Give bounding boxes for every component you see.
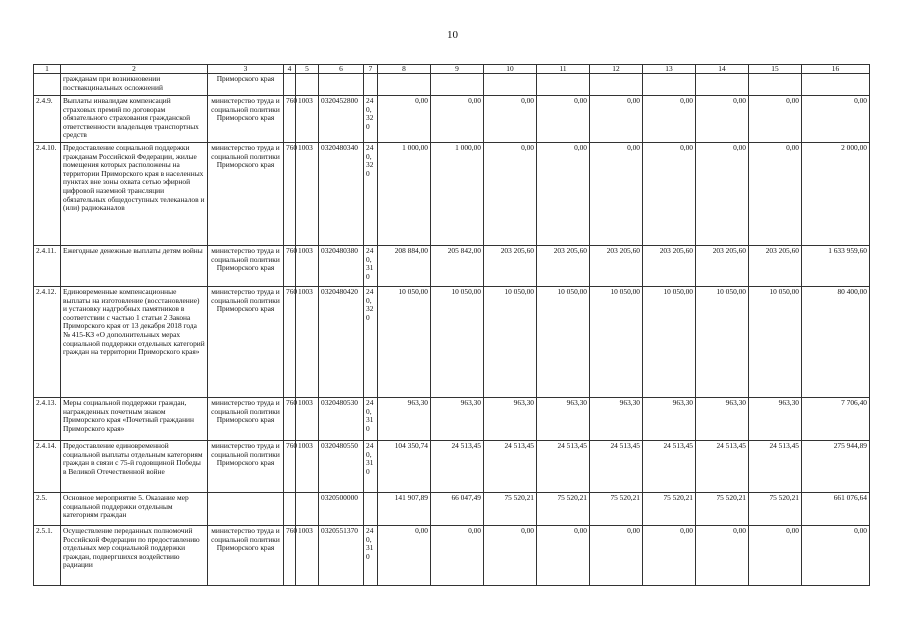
row-target-code: 0320480340 <box>319 143 364 246</box>
header-col-number: 6 <box>319 65 364 74</box>
row-year-amount: 0,00 <box>749 96 802 143</box>
row-year-amount: 24 513,45 <box>484 441 537 493</box>
row-year-amount: 0,00 <box>643 143 696 246</box>
row-year-amount: 963,30 <box>484 398 537 441</box>
header-col-number: 13 <box>643 65 696 74</box>
row-number: 2.4.14. <box>34 441 61 493</box>
table-body <box>34 65 870 586</box>
row-year-amount <box>696 74 749 96</box>
row-department: министерство труда и социальной политики Приморского края <box>208 96 284 143</box>
row-year-amount: 66 047,49 <box>431 493 484 526</box>
row-year-amount <box>431 74 484 96</box>
row-year-amount: 10 050,00 <box>590 287 643 398</box>
row-year-amount <box>537 74 590 96</box>
row-section-code: 1003 <box>296 246 319 287</box>
row-name: Предоставление единовременной социальной выплаты отдельным категориям граждан в связи с 75-й годовщиной Победы в Великой Отечественной войне <box>61 441 208 493</box>
row-name: Осуществление переданных полномочий Российской Федерации по предоставлению отдельных мер социальной поддержки граждан, подвергшихся воздействию радиации <box>61 526 208 586</box>
row-section-code: 1003 <box>296 96 319 143</box>
row-year-amount: 0,00 <box>643 526 696 586</box>
row-target-code: 0320480380 <box>319 246 364 287</box>
header-col-number: 4 <box>284 65 296 74</box>
row-total-amount <box>802 74 870 96</box>
table-row <box>34 441 870 493</box>
row-year-amount: 963,30 <box>378 398 431 441</box>
row-name: Основное мероприятие 5. Оказание мер социальной поддержки отдельным категориям граждан <box>61 493 208 526</box>
row-year-amount: 10 050,00 <box>696 287 749 398</box>
row-department <box>208 493 284 526</box>
row-department: министерство труда и социальной политики Приморского края <box>208 526 284 586</box>
row-year-amount: 1 000,00 <box>431 143 484 246</box>
row-section-code: 1003 <box>296 526 319 586</box>
table-row <box>34 526 870 586</box>
row-year-amount: 10 050,00 <box>537 287 590 398</box>
row-expense-type: 240, 320 <box>364 143 378 246</box>
row-gov-code: 760 <box>284 287 296 398</box>
row-year-amount: 0,00 <box>378 526 431 586</box>
row-year-amount <box>643 74 696 96</box>
row-year-amount: 0,00 <box>590 143 643 246</box>
header-col-number: 14 <box>696 65 749 74</box>
row-number: 2.4.10. <box>34 143 61 246</box>
table-row <box>34 246 870 287</box>
row-year-amount: 24 513,45 <box>590 441 643 493</box>
row-department: министерство труда и социальной политики Приморского края <box>208 441 284 493</box>
table-row <box>34 74 870 96</box>
row-year-amount: 205 842,00 <box>431 246 484 287</box>
row-year-amount: 203 205,60 <box>643 246 696 287</box>
row-target-code: 0320480550 <box>319 441 364 493</box>
header-col-number: 7 <box>364 65 378 74</box>
row-year-amount: 10 050,00 <box>378 287 431 398</box>
row-year-amount: 75 520,21 <box>484 493 537 526</box>
row-name: Единовременные компенсационные выплаты на изготовление (восстановление) и установку надгробных памятников в соответствии с частью 1 статьи 2 Закона Приморского края от 13 декабря 2018 года № 415-КЗ «О дополнительных мерах социальной поддержки отдельных категорий граждан на территории Приморского края» <box>61 287 208 398</box>
row-gov-code <box>284 74 296 96</box>
row-number: 2.4.9. <box>34 96 61 143</box>
header-col-number: 15 <box>749 65 802 74</box>
header-col-number: 5 <box>296 65 319 74</box>
row-total-amount: 7 706,40 <box>802 398 870 441</box>
row-year-amount: 24 513,45 <box>696 441 749 493</box>
row-section-code: 1003 <box>296 398 319 441</box>
row-number: 2.4.13. <box>34 398 61 441</box>
header-row <box>34 65 870 74</box>
row-expense-type: 240, 310 <box>364 441 378 493</box>
row-year-amount: 10 050,00 <box>643 287 696 398</box>
row-year-amount: 0,00 <box>590 526 643 586</box>
row-year-amount: 0,00 <box>378 96 431 143</box>
page-number: 10 <box>447 29 458 41</box>
row-year-amount: 0,00 <box>749 143 802 246</box>
row-target-code <box>319 74 364 96</box>
row-number: 2.5.1. <box>34 526 61 586</box>
row-year-amount: 963,30 <box>431 398 484 441</box>
header-col-number: 3 <box>208 65 284 74</box>
row-department: министерство труда и социальной политики Приморского края <box>208 398 284 441</box>
row-year-amount: 0,00 <box>484 143 537 246</box>
row-total-amount: 0,00 <box>802 96 870 143</box>
row-year-amount: 75 520,21 <box>537 493 590 526</box>
header-col-number: 10 <box>484 65 537 74</box>
row-year-amount <box>590 74 643 96</box>
row-target-code: 0320452800 <box>319 96 364 143</box>
row-year-amount: 0,00 <box>537 96 590 143</box>
row-year-amount: 10 050,00 <box>484 287 537 398</box>
table-row <box>34 96 870 143</box>
row-department: Приморского края <box>208 74 284 96</box>
row-name: Предоставление социальной поддержки гражданам Российской Федерации, жилые помещения которых расположены на территории Приморского края в населенных пунктах вне зоны охвата сетью эфирной цифровой наземной трансляции обязательных общедоступных телеканалов и (или) радиоканалов <box>61 143 208 246</box>
row-year-amount: 141 907,89 <box>378 493 431 526</box>
row-total-amount: 80 400,00 <box>802 287 870 398</box>
row-year-amount <box>749 74 802 96</box>
row-year-amount: 203 205,60 <box>484 246 537 287</box>
row-year-amount: 75 520,21 <box>696 493 749 526</box>
row-year-amount: 75 520,21 <box>749 493 802 526</box>
row-year-amount: 24 513,45 <box>537 441 590 493</box>
row-section-code <box>296 493 319 526</box>
row-name: гражданам при возникновении поствакцинальных осложнений <box>61 74 208 96</box>
header-col-number: 9 <box>431 65 484 74</box>
table-row <box>34 287 870 398</box>
row-name: Ежегодные денежные выплаты детям войны <box>61 246 208 287</box>
row-expense-type <box>364 74 378 96</box>
row-year-amount: 0,00 <box>537 526 590 586</box>
row-year-amount: 24 513,45 <box>643 441 696 493</box>
header-col-number: 16 <box>802 65 870 74</box>
row-year-amount: 203 205,60 <box>537 246 590 287</box>
row-target-code: 0320480530 <box>319 398 364 441</box>
row-expense-type: 240, 310 <box>364 526 378 586</box>
row-expense-type: 240, 310 <box>364 398 378 441</box>
row-year-amount: 963,30 <box>749 398 802 441</box>
row-expense-type: 240, 320 <box>364 287 378 398</box>
row-year-amount: 75 520,21 <box>643 493 696 526</box>
row-year-amount: 203 205,60 <box>749 246 802 287</box>
row-year-amount: 0,00 <box>431 526 484 586</box>
budget-table <box>33 64 870 586</box>
row-total-amount: 2 000,00 <box>802 143 870 246</box>
table-row <box>34 493 870 526</box>
row-name: Выплаты инвалидам компенсаций страховых премий по договорам обязательного страхования гражданской ответственности владельцев транспортных средств <box>61 96 208 143</box>
row-year-amount: 1 000,00 <box>378 143 431 246</box>
row-number: 2.4.12. <box>34 287 61 398</box>
row-gov-code: 760 <box>284 526 296 586</box>
row-section-code: 1003 <box>296 287 319 398</box>
row-year-amount: 963,30 <box>643 398 696 441</box>
row-department: министерство труда и социальной политики Приморского края <box>208 287 284 398</box>
row-year-amount: 0,00 <box>484 96 537 143</box>
row-target-code: 0320500000 <box>319 493 364 526</box>
header-col-number: 1 <box>34 65 61 74</box>
row-year-amount: 0,00 <box>590 96 643 143</box>
row-gov-code: 760 <box>284 441 296 493</box>
row-number <box>34 74 61 96</box>
row-year-amount: 963,30 <box>590 398 643 441</box>
row-year-amount: 963,30 <box>537 398 590 441</box>
row-gov-code: 760 <box>284 96 296 143</box>
row-target-code: 0320480420 <box>319 287 364 398</box>
header-col-number: 12 <box>590 65 643 74</box>
row-year-amount: 75 520,21 <box>590 493 643 526</box>
table-row <box>34 143 870 246</box>
row-department: министерство труда и социальной политики Приморского края <box>208 143 284 246</box>
row-year-amount: 0,00 <box>696 143 749 246</box>
row-year-amount: 0,00 <box>696 526 749 586</box>
row-year-amount: 0,00 <box>431 96 484 143</box>
row-total-amount: 275 944,89 <box>802 441 870 493</box>
row-expense-type: 240, 320 <box>364 96 378 143</box>
row-total-amount: 661 076,64 <box>802 493 870 526</box>
row-gov-code: 760 <box>284 246 296 287</box>
header-col-number: 8 <box>378 65 431 74</box>
row-year-amount: 0,00 <box>696 96 749 143</box>
row-total-amount: 0,00 <box>802 526 870 586</box>
row-gov-code: 760 <box>284 143 296 246</box>
row-number: 2.5. <box>34 493 61 526</box>
row-year-amount: 24 513,45 <box>431 441 484 493</box>
row-gov-code: 760 <box>284 398 296 441</box>
row-year-amount: 963,30 <box>696 398 749 441</box>
row-department: министерство труда и социальной политики Приморского края <box>208 246 284 287</box>
row-year-amount: 203 205,60 <box>590 246 643 287</box>
row-section-code <box>296 74 319 96</box>
row-year-amount: 0,00 <box>484 526 537 586</box>
row-year-amount <box>484 74 537 96</box>
row-year-amount: 0,00 <box>643 96 696 143</box>
row-year-amount: 203 205,60 <box>696 246 749 287</box>
row-expense-type: 240, 310 <box>364 246 378 287</box>
row-year-amount: 10 050,00 <box>749 287 802 398</box>
row-year-amount: 24 513,45 <box>749 441 802 493</box>
row-target-code: 0320551370 <box>319 526 364 586</box>
row-section-code: 1003 <box>296 441 319 493</box>
row-expense-type <box>364 493 378 526</box>
row-year-amount: 0,00 <box>537 143 590 246</box>
row-section-code: 1003 <box>296 143 319 246</box>
row-total-amount: 1 633 959,60 <box>802 246 870 287</box>
row-year-amount: 10 050,00 <box>431 287 484 398</box>
row-year-amount <box>378 74 431 96</box>
header-col-number: 2 <box>61 65 208 74</box>
row-name: Меры социальной поддержки граждан, награжденных почетным знаком Приморского края «Почетный гражданин Приморского края» <box>61 398 208 441</box>
row-gov-code <box>284 493 296 526</box>
row-year-amount: 104 350,74 <box>378 441 431 493</box>
header-col-number: 11 <box>537 65 590 74</box>
row-number: 2.4.11. <box>34 246 61 287</box>
table-row <box>34 398 870 441</box>
row-year-amount: 0,00 <box>749 526 802 586</box>
row-year-amount: 208 884,00 <box>378 246 431 287</box>
